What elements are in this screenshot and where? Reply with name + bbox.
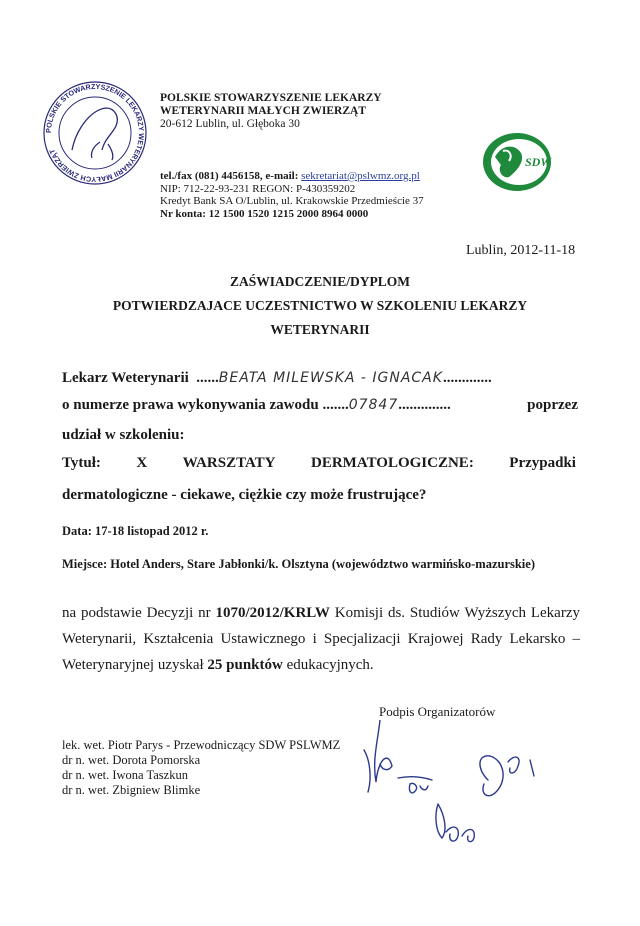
- license-suffix: poprzez: [527, 397, 578, 413]
- training-title-line2: dermatologiczne - ciekawe, ciężkie czy może frustrujące?: [62, 487, 427, 503]
- training-title-row: [62, 455, 576, 472]
- handwritten-signatures: [358, 720, 558, 870]
- organization-header: [160, 92, 382, 131]
- body-text-1: na podstawie Decyzji nr: [62, 605, 216, 621]
- contact-block: [160, 170, 424, 220]
- license-row: o numerze prawa wykonywania zawodu .......07847.............. poprzez: [62, 397, 578, 413]
- body-text-2: Komisji ds. Studiów Wyższych Lekarzy Weterynarii, Kształcenia Ustawicznego i Specjalizacji Krajowej Rady Lekarsko – Weterynaryjnej uzyskał: [62, 605, 580, 673]
- license-number: 07847: [348, 397, 399, 413]
- phone-fax: tel./fax (081) 4456158, e-mail:: [160, 170, 302, 182]
- signature-label: Podpis Organizatorów: [379, 704, 496, 719]
- nip-regon: NIP: 712-22-93-231 REGON: P-430359202: [160, 182, 356, 195]
- sdw-logo: [481, 131, 553, 193]
- logo-text: SDW: [525, 155, 552, 169]
- org-name-line1: POLSKIE STOWARZYSZENIE LEKARZY: [160, 92, 382, 104]
- document-subtitle-line2: WETERYNARII: [270, 322, 370, 337]
- training-date: Data: 17-18 listopad 2012 r.: [62, 524, 209, 538]
- title-label: Tytuł:: [62, 455, 101, 471]
- issue-date: Lublin, 2012-11-18: [466, 243, 576, 258]
- organizer-name: dr n. wet. Dorota Pomorska: [62, 753, 201, 767]
- stamp-ring-text: POLSKIE STOWARZYSZENIE LEKARZY WETERYNARII MAŁYCH ZWIERZĄT: [43, 81, 147, 185]
- vet-label: Lekarz Weterynarii: [62, 370, 189, 386]
- title-word-1: WARSZTATY: [182, 455, 276, 471]
- points-awarded: 25 punktów: [207, 657, 283, 673]
- association-stamp: [42, 80, 148, 186]
- certificate-body: [62, 600, 580, 678]
- title-word-3: Przypadki: [509, 455, 576, 471]
- org-address: 20-612 Lublin, ul. Głęboka 30: [160, 118, 300, 130]
- title-word-2: DERMATOLOGICZNE:: [311, 455, 474, 471]
- document-title: ZAŚWIADCZENIE/DYPLOM: [229, 274, 411, 289]
- organizer-name: dr n. wet. Zbigniew Blimke: [62, 783, 201, 797]
- vet-name-value: BEATA MILEWSKA - IGNACAK: [218, 370, 443, 386]
- organizer-name: dr n. wet. Iwona Taszkun: [62, 768, 188, 782]
- vet-name-row: Lekarz Weterynarii ......BEATA MILEWSKA - IGNACAK.............: [62, 370, 492, 386]
- org-name-line2: WETERYNARII MAŁYCH ZWIERZĄT: [160, 105, 366, 117]
- body-text-3: edukacyjnych.: [282, 657, 374, 673]
- title-edition: X: [136, 455, 148, 471]
- account-number: Nr konta: 12 1500 1520 1215 2000 8964 0000: [160, 207, 369, 220]
- organizer-name: lek. wet. Piotr Parys - Przewodniczący SDW PSLWMZ: [62, 738, 341, 752]
- bank-info: Kredyt Bank SA O/Lublin, ul. Krakowskie Przedmieście 37: [160, 195, 424, 207]
- organizers-list: [62, 738, 340, 798]
- document-subtitle-line1: POTWIERDZAJACE UCZESTNICTWO W SZKOLENIU LEKARZY: [112, 298, 528, 313]
- license-label: o numerze prawa wykonywania zawodu: [62, 397, 319, 413]
- email-link[interactable]: sekretariat@pslwmz.org.pl: [301, 170, 420, 182]
- decision-number: 1070/2012/KRLW: [215, 605, 330, 621]
- participation-label: udział w szkoleniu:: [62, 427, 185, 443]
- training-place: Miejsce: Hotel Anders, Stare Jabłonki/k. Olsztyna (województwo warmińsko-mazurskie): [62, 557, 535, 571]
